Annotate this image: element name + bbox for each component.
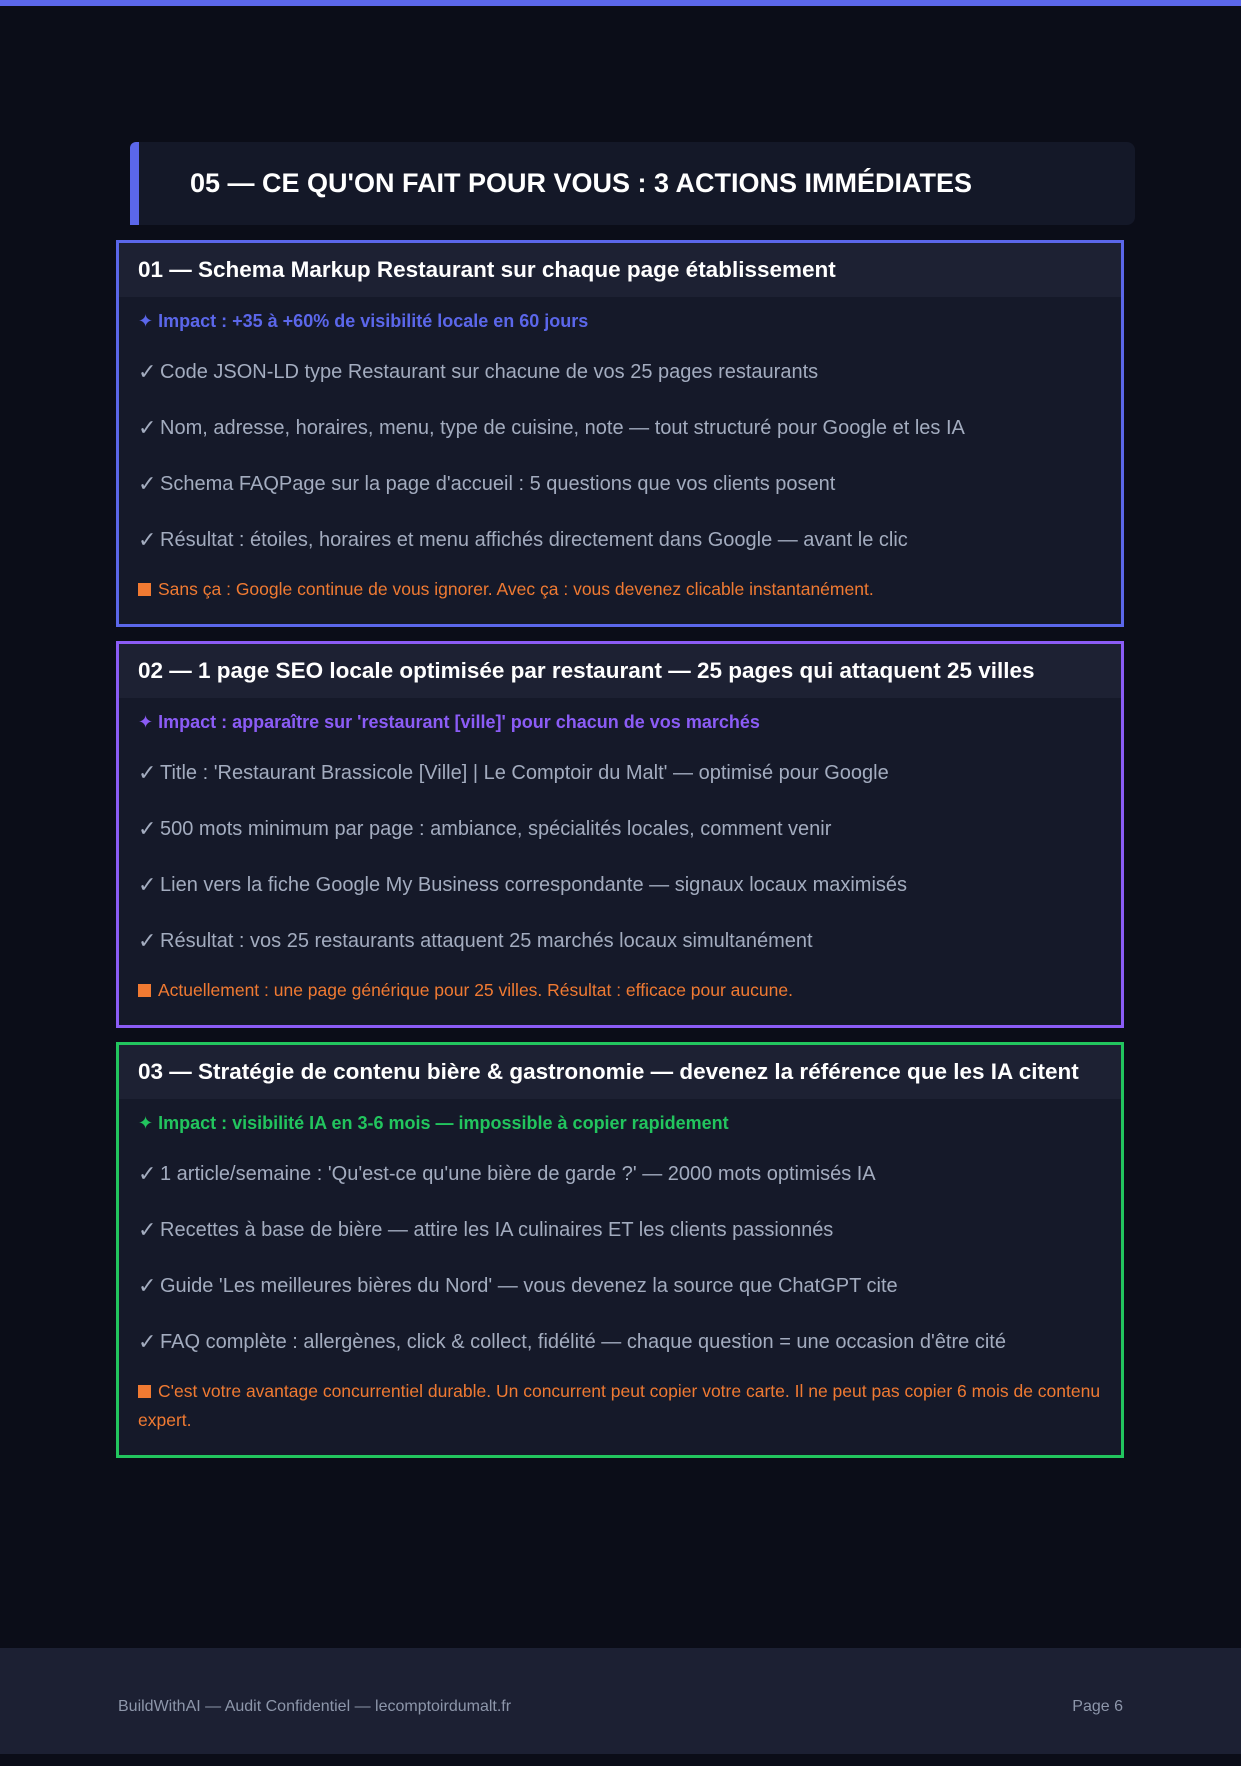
warning-text: Sans ça : Google continue de vous ignorer. Avec ça : vous devenez clicable instantanément.: [158, 579, 874, 599]
sparkle-icon: ✦: [138, 1113, 154, 1133]
list-item: [138, 1314, 1102, 1370]
footer-text: BuildWithAI — Audit Confidentiel — lecomptoirdumalt.fr: [118, 1698, 512, 1715]
bullet-text: FAQ complète : allergènes, click & collect, fidélité — chaque question = une occasion d'être cité: [160, 1330, 1006, 1353]
bullet-text: Code JSON-LD type Restaurant sur chacune de vos 25 pages restaurants: [160, 360, 819, 383]
bullet-text: Résultat : étoiles, horaires et menu affichés directement dans Google — avant le clic: [160, 528, 908, 551]
impact-line: [138, 1112, 1102, 1134]
sparkle-icon: ✦: [138, 712, 154, 732]
check-icon: ✓: [138, 1161, 157, 1186]
impact-text: Impact : visibilité IA en 3-6 mois — impossible à copier rapidement: [158, 1113, 729, 1133]
list-item: [138, 913, 1102, 969]
list-item: [138, 801, 1102, 857]
bullet-text: Lien vers la fiche Google My Business correspondante — signaux locaux maximisés: [160, 873, 908, 896]
check-icon: ✓: [138, 527, 157, 552]
bullet-text: Schema FAQPage sur la page d'accueil : 5 questions que vos clients posent: [160, 472, 836, 495]
action-title: 03 — Stratégie de contenu bière & gastronomie — devenez la référence que les IA citent: [119, 1045, 1121, 1099]
action-title: 01 — Schema Markup Restaurant sur chaque page établissement: [119, 243, 1121, 297]
bullet-text: Nom, adresse, horaires, menu, type de cuisine, note — tout structuré pour Google et les IA: [160, 416, 965, 439]
check-icon: ✓: [138, 415, 157, 440]
warning-text: C'est votre avantage concurrentiel durable. Un concurrent peut copier votre carte. Il ne peut pas copier 6 mois de contenu expert.: [138, 1381, 1101, 1430]
check-icon: ✓: [138, 816, 157, 841]
bullet-text: 1 article/semaine : 'Qu'est-ce qu'une bière de garde ?' — 2000 mots optimisés IA: [160, 1162, 876, 1185]
orange-square-icon: [138, 984, 151, 997]
action-card-02: [116, 641, 1124, 1028]
section-title: 05 — CE QU'ON FAIT POUR VOUS : 3 ACTIONS IMMÉDIATES: [190, 168, 972, 198]
top-accent-bar: [0, 0, 1241, 6]
check-icon: ✓: [138, 1329, 157, 1354]
check-icon: ✓: [138, 760, 157, 785]
warning-note: [138, 1377, 1102, 1435]
list-item: [138, 745, 1102, 801]
orange-square-icon: [138, 1385, 151, 1398]
warning-note: [138, 976, 1102, 1005]
impact-text: Impact : +35 à +60% de visibilité locale en 60 jours: [158, 311, 589, 331]
orange-square-icon: [138, 583, 151, 596]
check-icon: ✓: [138, 872, 157, 897]
bullet-text: Title : 'Restaurant Brassicole [Ville] | Le Comptoir du Malt' — optimisé pour Google: [160, 761, 889, 784]
section-header: [130, 142, 1135, 225]
list-item: [138, 1146, 1102, 1202]
page-number: Page 6: [1072, 1698, 1123, 1715]
impact-line: [138, 310, 1102, 332]
list-item: [138, 456, 1102, 512]
bullet-list: [138, 745, 1102, 969]
action-card-01: [116, 240, 1124, 627]
action-card-03: [116, 1042, 1124, 1458]
bullet-text: 500 mots minimum par page : ambiance, spécialités locales, comment venir: [160, 817, 832, 840]
list-item: [138, 400, 1102, 456]
warning-text: Actuellement : une page générique pour 25 villes. Résultat : efficace pour aucune.: [158, 980, 793, 1000]
check-icon: ✓: [138, 1217, 157, 1242]
impact-line: [138, 711, 1102, 733]
list-item: [138, 512, 1102, 568]
bullet-text: Guide 'Les meilleures bières du Nord' — vous devenez la source que ChatGPT cite: [160, 1274, 898, 1297]
warning-note: [138, 575, 1102, 604]
check-icon: ✓: [138, 471, 157, 496]
bullet-list: [138, 1146, 1102, 1370]
list-item: [138, 344, 1102, 400]
check-icon: ✓: [138, 928, 157, 953]
list-item: [138, 1258, 1102, 1314]
list-item: [138, 857, 1102, 913]
action-title: 02 — 1 page SEO locale optimisée par restaurant — 25 pages qui attaquent 25 villes: [119, 644, 1121, 698]
bullet-list: [138, 344, 1102, 568]
sparkle-icon: ✦: [138, 311, 154, 331]
check-icon: ✓: [138, 1273, 157, 1298]
list-item: [138, 1202, 1102, 1258]
page-footer: [0, 1648, 1241, 1754]
bullet-text: Résultat : vos 25 restaurants attaquent 25 marchés locaux simultanément: [160, 929, 813, 952]
impact-text: Impact : apparaître sur 'restaurant [ville]' pour chacun de vos marchés: [158, 712, 760, 732]
check-icon: ✓: [138, 359, 157, 384]
bullet-text: Recettes à base de bière — attire les IA culinaires ET les clients passionnés: [160, 1218, 834, 1241]
